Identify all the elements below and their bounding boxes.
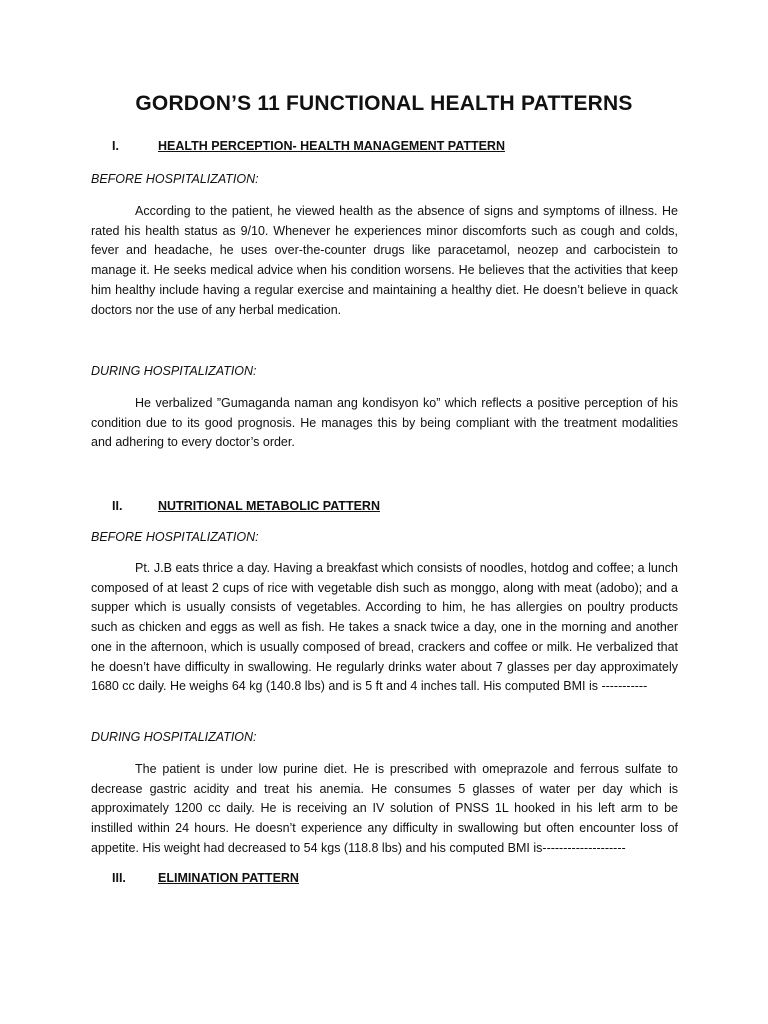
section-2-heading: NUTRITIONAL METABOLIC PATTERN (158, 499, 380, 513)
section-2-before-paragraph: Pt. J.B eats thrice a day. Having a breakfast which consists of noodles, hotdog and coffee; a lunch composed of at least 2 cups of rice with vegetable dish such as monggo, along with meat (adobo); and a supper which is usually consists of vegetables. According to him, he has allergies on poultry products such as chicken and eggs as well as fish. He takes a snack twice a day, one in the morning and another one in the afternoon, which is usually composed of bread, crackers and coffee or milk. He verbalized that he doesn’t have difficulty in swallowing. He regularly drinks water about 7 glasses per day approximately 1680 cc daily. He weighs 64 kg (140.8 lbs) and is 5 ft and 4 inches tall. His computed BMI is ----------- (91, 561, 678, 694)
section-1-before-label: BEFORE HOSPITALIZATION: (91, 172, 259, 186)
section-2-during-paragraph: The patient is under low purine diet. He is prescribed with omeprazole and ferrous sulfate to decrease gastric acidity and treat his anemia. He consumes 5 glasses of water per day which is approximately 1200 cc daily. He is receiving an IV solution of PNSS 1L hooked in his left arm to be instilled within 24 hours. He doesn’t experience any difficulty in swallowing but often encounter loss of appetite. His weight had decreased to 54 kgs (118.8 lbs) and his computed BMI is-------------------- (91, 762, 678, 855)
section-3-heading: ELIMINATION PATTERN (158, 871, 299, 885)
section-2-numeral: II. (112, 499, 123, 513)
section-1-heading: HEALTH PERCEPTION- HEALTH MANAGEMENT PATTERN (158, 139, 505, 153)
section-1-during-paragraph: He verbalized ”Gumaganda naman ang kondisyon ko” which reflects a positive perception of his condition due to its good prognosis. He manages this by being compliant with the treatment modalities and adhering to every doctor’s order. (91, 396, 678, 450)
section-2-before-label: BEFORE HOSPITALIZATION: (91, 530, 259, 544)
section-1-before-paragraph: According to the patient, he viewed health as the absence of signs and symptoms of illness. He rated his health status as 9/10. Whenever he experiences minor discomforts such as cough and colds, fever and headache, he uses over-the-counter drugs like paracetamol, neozep and carbocistein to manage it. He seeks medical advice when his condition worsens. He believes that the activities that keep him healthy include having a regular exercise and maintaining a healthy diet. He doesn’t believe in quack doctors nor the use of any herbal medication. (91, 204, 678, 317)
section-2-during-label: DURING HOSPITALIZATION: (91, 730, 257, 744)
page-title: GORDON’S 11 FUNCTIONAL HEALTH PATTERNS (135, 92, 633, 115)
section-3-numeral: III. (112, 871, 126, 885)
section-1-during-label: DURING HOSPITALIZATION: (91, 364, 257, 378)
section-1-numeral: I. (112, 139, 119, 153)
